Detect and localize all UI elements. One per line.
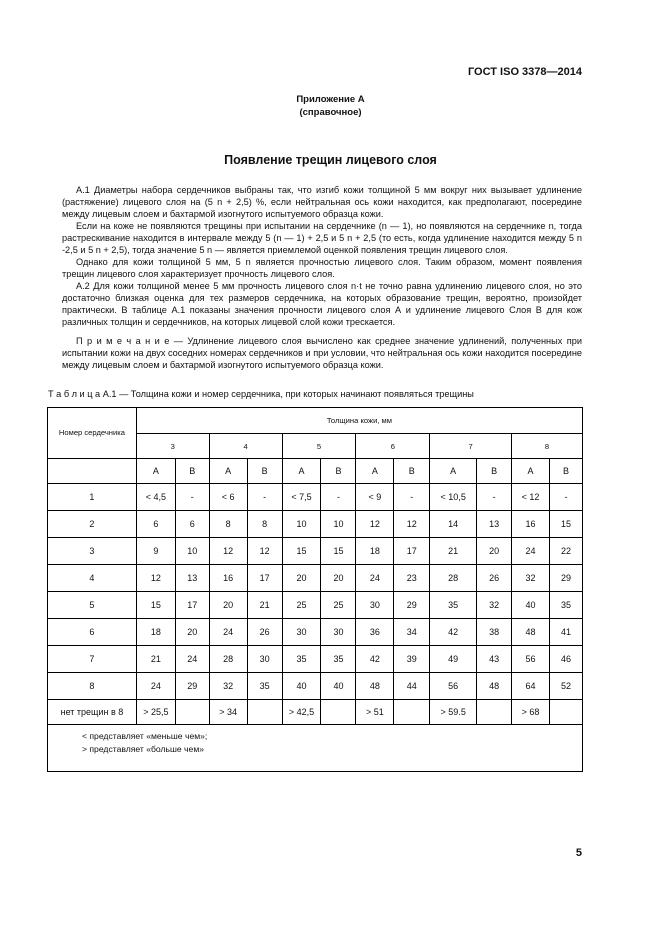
table-cell: 26	[477, 565, 512, 592]
table-cell: 17	[175, 592, 209, 619]
row-label: 7	[48, 646, 137, 673]
table-cell: 30	[282, 619, 321, 646]
sub-header-a: А	[356, 459, 394, 484]
paragraph-a1: А.1 Диаметры набора сердечников выбраны так, что изгиб кожи толщиной 5 мм вокруг них вызывает удлинение (растяжение) лицевого слоя на (5 n + 2,5) %, если нейтральная ось кожи находится, как предполагают, посередине между лицевым слоем и бахтармой изогнутого испытуемого образца кожи.	[62, 185, 582, 219]
table-cell: 10	[175, 538, 209, 565]
table-footnotes	[48, 725, 583, 772]
sub-header-a: А	[282, 459, 321, 484]
table-caption-label: Т а б л и ц а	[48, 389, 101, 399]
table-cell: 24	[356, 565, 394, 592]
table-cell: 43	[477, 646, 512, 673]
sub-header-b: В	[477, 459, 512, 484]
table-row	[48, 484, 583, 511]
table-cell: 39	[394, 646, 430, 673]
table-cell: 12	[356, 511, 394, 538]
body-text	[62, 184, 582, 371]
table-cell	[247, 700, 282, 725]
table-cell: < 12	[512, 484, 550, 511]
table-cell	[175, 700, 209, 725]
table-cell: 12	[209, 538, 247, 565]
note-text: — Удлинение лицевого слоя вычислено как среднее значение удлинений, полученных при испытании кожи на двух соседних номерах сердечников и при условии, что нейтральная ось кожи находится посередине между лицевым слоем и бахтармой изогнутого испытуемого образца кожи.	[62, 336, 582, 370]
table-cell: 48	[356, 673, 394, 700]
table-cell: 42	[430, 619, 477, 646]
table-cell: 20	[209, 592, 247, 619]
annex-title: Приложение А	[296, 94, 365, 105]
table-cell: 16	[209, 565, 247, 592]
table-cell: 30	[321, 619, 356, 646]
table-cell: 35	[247, 673, 282, 700]
table-cell: 22	[549, 538, 582, 565]
row-label: 4	[48, 565, 137, 592]
table-cell: > 25,5	[136, 700, 175, 725]
table-cell: 14	[430, 511, 477, 538]
table-row	[48, 619, 583, 646]
table-cell: 15	[321, 538, 356, 565]
table-cell: 12	[247, 538, 282, 565]
annex-heading	[0, 93, 661, 119]
sub-header-a: А	[430, 459, 477, 484]
table-cell: 8	[209, 511, 247, 538]
table-cell: 29	[175, 673, 209, 700]
table-cell: -	[477, 484, 512, 511]
table-cell: 40	[512, 592, 550, 619]
footnote-greater-than: > представляет «больше чем»	[82, 744, 205, 754]
table-cell: 17	[247, 565, 282, 592]
table-cell: 35	[321, 646, 356, 673]
table-cell: 18	[356, 538, 394, 565]
thickness-5: 5	[282, 434, 356, 459]
table-cell: 30	[247, 646, 282, 673]
table-cell: 12	[394, 511, 430, 538]
table-cell: 20	[282, 565, 321, 592]
table-cell: 42	[356, 646, 394, 673]
table-cell: 24	[175, 646, 209, 673]
table-cell: 15	[549, 511, 582, 538]
row-label: 8	[48, 673, 137, 700]
table-cell: 35	[430, 592, 477, 619]
table-cell	[549, 700, 582, 725]
table-cell: 16	[512, 511, 550, 538]
table-cell: 40	[282, 673, 321, 700]
table-cell	[321, 700, 356, 725]
table-cell: 44	[394, 673, 430, 700]
table-cell: 10	[282, 511, 321, 538]
table-cell: 24	[136, 673, 175, 700]
table-row	[48, 673, 583, 700]
table-cell: < 9	[356, 484, 394, 511]
table-cell: 20	[477, 538, 512, 565]
row-label: 1	[48, 484, 137, 511]
table-caption	[48, 389, 474, 399]
sub-header-empty	[48, 459, 137, 484]
table-cell: < 6	[209, 484, 247, 511]
table-row	[48, 700, 583, 725]
table-cell: 10	[321, 511, 356, 538]
table-cell: 52	[549, 673, 582, 700]
table-cell: 40	[321, 673, 356, 700]
table-cell: 36	[356, 619, 394, 646]
thickness-6: 6	[356, 434, 430, 459]
table-cell: 20	[175, 619, 209, 646]
table-cell: 56	[430, 673, 477, 700]
sub-header-b: В	[175, 459, 209, 484]
table-cell: 18	[136, 619, 175, 646]
table-cell: 24	[512, 538, 550, 565]
table-cell: -	[247, 484, 282, 511]
sub-header-a: А	[512, 459, 550, 484]
table-cell: 17	[394, 538, 430, 565]
table-cell: -	[321, 484, 356, 511]
table-cell: 34	[394, 619, 430, 646]
note-label: П р и м е ч а н и е	[76, 336, 170, 346]
table-row	[48, 565, 583, 592]
thickness-8: 8	[512, 434, 583, 459]
table-cell: 32	[477, 592, 512, 619]
note	[62, 335, 582, 371]
table-cell: 15	[282, 538, 321, 565]
table-cell: 21	[136, 646, 175, 673]
thickness-4: 4	[209, 434, 282, 459]
table-cell: 29	[549, 565, 582, 592]
table-cell: 46	[549, 646, 582, 673]
table-cell: 21	[247, 592, 282, 619]
thickness-7: 7	[430, 434, 512, 459]
table-cell: 35	[549, 592, 582, 619]
table-cell: < 4,5	[136, 484, 175, 511]
sub-header-a: А	[209, 459, 247, 484]
table-cell: 6	[175, 511, 209, 538]
table-cell: 24	[209, 619, 247, 646]
table-cell: 13	[175, 565, 209, 592]
table-cell: 49	[430, 646, 477, 673]
table-cell: 13	[477, 511, 512, 538]
header-core-number: Номер сердечника	[48, 408, 137, 459]
table-cell: > 34	[209, 700, 247, 725]
row-label: 5	[48, 592, 137, 619]
table-cell: 30	[356, 592, 394, 619]
paragraph-a2: А.2 Для кожи толщиной менее 5 мм прочность лицевого слоя n·t не точно равна удлинению лицевого слоя, но это достаточно близкая оценка для тех размеров сердечника, на которых образование трещин, вероятно, произойдет практически. В таблице А.1 показаны значения прочности лицевого слоя А и удлинение лицевого Слоя В для кож различных толщин и сердечников, на которых лицевой слой кожи трескается.	[62, 281, 582, 327]
data-table	[47, 407, 583, 772]
table-cell: 32	[512, 565, 550, 592]
standard-number: ГОСТ ISO 3378—2014	[467, 66, 582, 78]
table-cell	[394, 700, 430, 725]
table-row	[48, 592, 583, 619]
table-caption-text: А.1 — Толщина кожи и номер сердечника, при которых начинают появляться трещины	[100, 389, 474, 399]
footnote-less-than: < представляет «меньше чем»;	[82, 731, 208, 741]
table-cell: 35	[282, 646, 321, 673]
table-row	[48, 538, 583, 565]
annex-type: (справочное)	[299, 107, 362, 118]
header-thickness: Толщина кожи, мм	[136, 408, 582, 434]
table-cell: 25	[321, 592, 356, 619]
sub-header-b: В	[394, 459, 430, 484]
table-cell: -	[175, 484, 209, 511]
page-number: 5	[575, 847, 582, 859]
paragraph-2: Если на коже не появляются трещины при испытании на сердечнике (n — 1), но появляются на сердечнике n, тогда растрескивание находится в интервале между 5 (n — 1) + 2,5 и 5 n + 2,5 (то есть, когда удлинение находится между 5 n -2,5 и 5 n + 2,5), тогда значение 5 n — является приемлемой оценкой появления трещин лицевого слоя.	[62, 221, 582, 255]
row-label: 2	[48, 511, 137, 538]
table-cell: 32	[209, 673, 247, 700]
table-cell: 20	[321, 565, 356, 592]
table-cell: 12	[136, 565, 175, 592]
table-cell: -	[549, 484, 582, 511]
table-cell: > 59.5	[430, 700, 477, 725]
table-cell: 21	[430, 538, 477, 565]
table-cell: 28	[209, 646, 247, 673]
table-row	[48, 511, 583, 538]
sub-header-b: В	[321, 459, 356, 484]
row-label: 6	[48, 619, 137, 646]
sub-header-b: В	[549, 459, 582, 484]
table-cell: < 10,5	[430, 484, 477, 511]
table-cell: 15	[136, 592, 175, 619]
section-title: Появление трещин лицевого слоя	[224, 153, 437, 167]
table-cell: 25	[282, 592, 321, 619]
row-label: 3	[48, 538, 137, 565]
table-cell: > 68	[512, 700, 550, 725]
paragraph-3: Однако для кожи толщиной 5 мм, 5 n является прочностью лицевого слоя. Таким образом, момент появления трещин лицевого слоя характеризует прочность лицевого слоя.	[62, 257, 582, 279]
row-label: нет трещин в 8	[48, 700, 137, 725]
table-cell: > 51	[356, 700, 394, 725]
table-cell: < 7,5	[282, 484, 321, 511]
table-cell: 8	[247, 511, 282, 538]
table-cell: 23	[394, 565, 430, 592]
table-cell: 41	[549, 619, 582, 646]
table-cell: 64	[512, 673, 550, 700]
table-cell: 9	[136, 538, 175, 565]
table-cell: 6	[136, 511, 175, 538]
table-cell: 29	[394, 592, 430, 619]
table-cell: 48	[512, 619, 550, 646]
table-cell: 26	[247, 619, 282, 646]
table-cell	[477, 700, 512, 725]
table-cell: 38	[477, 619, 512, 646]
thickness-3: 3	[136, 434, 209, 459]
table-row	[48, 646, 583, 673]
table-cell: 28	[430, 565, 477, 592]
sub-header-a: А	[136, 459, 175, 484]
table-cell: -	[394, 484, 430, 511]
sub-header-b: В	[247, 459, 282, 484]
table-cell: 48	[477, 673, 512, 700]
table-cell: > 42,5	[282, 700, 321, 725]
table-cell: 56	[512, 646, 550, 673]
